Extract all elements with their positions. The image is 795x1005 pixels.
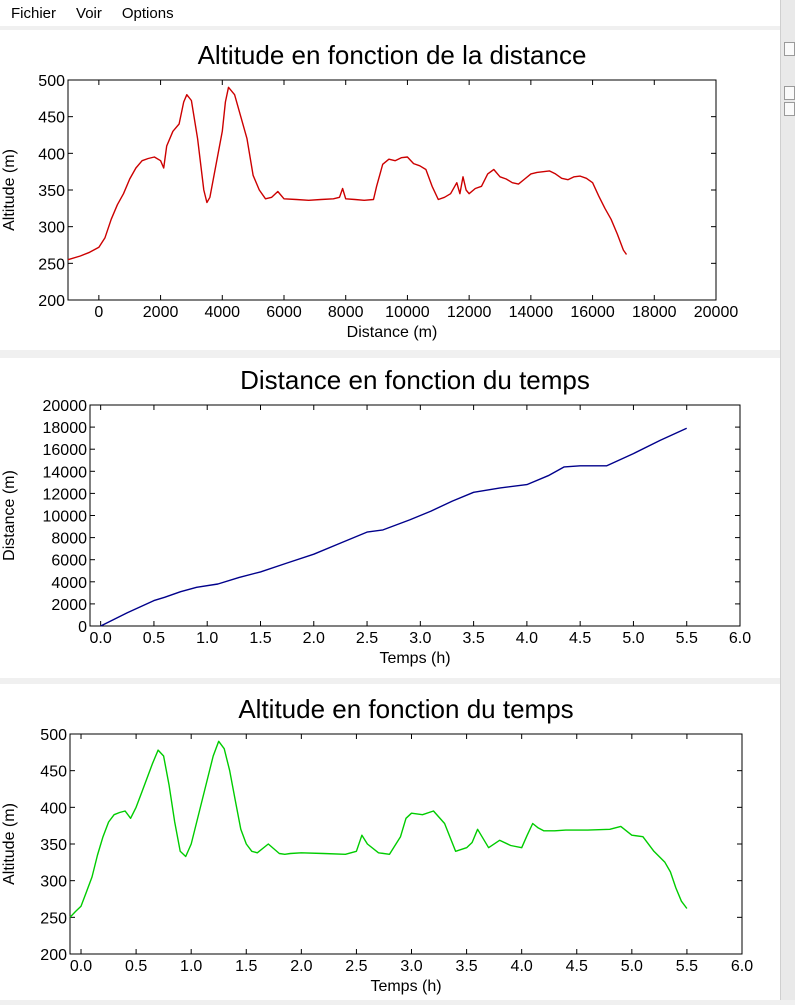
y-tick-label: 350	[38, 183, 65, 200]
chart-title: Distance en fonction du temps	[240, 365, 590, 395]
plot-frame	[68, 80, 716, 300]
strip-icon	[784, 102, 795, 116]
x-tick-label: 5.0	[620, 958, 643, 975]
y-tick-label: 400	[40, 800, 67, 818]
x-tick-label: 8000	[327, 304, 364, 321]
x-tick-label: 4.5	[565, 958, 588, 975]
x-tick-label: 1.0	[196, 630, 219, 647]
y-tick-label: 2000	[51, 596, 87, 614]
y-tick-label: 16000	[42, 442, 87, 460]
x-tick-label: 4000	[204, 304, 241, 321]
x-tick-label: 0.0	[89, 630, 112, 647]
x-tick-label: 6.0	[730, 958, 754, 975]
chart-panel-altitude-temps	[0, 684, 780, 1000]
strip-icon	[784, 86, 795, 100]
x-tick-label: 10000	[385, 304, 430, 321]
y-tick-label: 300	[38, 219, 65, 237]
y-tick-label: 200	[38, 293, 65, 310]
window-edge-strip	[780, 0, 795, 1000]
menu-bar	[0, 0, 780, 26]
x-tick-label: 0.0	[69, 958, 93, 975]
x-tick-label: 2.5	[345, 958, 368, 975]
y-tick-label: 250	[38, 256, 65, 274]
plot-frame	[70, 734, 742, 954]
y-tick-label: 200	[40, 947, 67, 964]
y-tick-label: 300	[40, 873, 67, 891]
x-tick-label: 3.5	[462, 630, 485, 647]
x-tick-label: 16000	[570, 304, 615, 321]
x-tick-label: 6.0	[728, 630, 752, 647]
y-tick-label: 450	[40, 763, 67, 781]
y-tick-label: 10000	[42, 508, 87, 526]
chart-distance-temps	[0, 358, 780, 678]
x-tick-label: 14000	[508, 304, 554, 321]
x-tick-label: 6000	[266, 304, 302, 321]
x-tick-label: 1.0	[180, 958, 203, 975]
chart-altitude-distance	[0, 30, 780, 350]
strip-icon	[784, 42, 795, 56]
menu-options[interactable]: Options	[121, 4, 174, 22]
y-tick-label: 14000	[42, 464, 87, 482]
x-tick-label: 3.0	[400, 958, 423, 975]
x-tick-label: 20000	[693, 304, 739, 321]
x-tick-label: 5.5	[675, 630, 698, 647]
x-tick-label: 4.0	[510, 958, 533, 975]
x-tick-label: 12000	[446, 304, 492, 321]
x-tick-label: 1.5	[249, 630, 272, 647]
y-tick-label: 250	[40, 910, 67, 928]
y-axis-label: Altitude (m)	[1, 803, 18, 885]
y-tick-label: 12000	[42, 486, 87, 504]
x-tick-label: 0.5	[124, 958, 148, 975]
y-axis-label: Altitude (m)	[1, 149, 18, 231]
chart-panel-altitude-distance	[0, 30, 780, 350]
x-tick-label: 3.5	[455, 958, 478, 975]
x-tick-label: 5.5	[675, 958, 699, 975]
chart-title: Altitude en fonction de la distance	[197, 40, 587, 70]
y-tick-label: 0	[78, 619, 87, 636]
x-tick-label: 0	[94, 304, 104, 321]
y-tick-label: 450	[38, 109, 65, 127]
chart-title: Altitude en fonction du temps	[238, 694, 574, 724]
x-tick-label: 2.0	[302, 630, 325, 647]
y-tick-label: 8000	[51, 530, 87, 548]
menu-fichier[interactable]: Fichier	[11, 4, 57, 22]
chart-panel-distance-temps	[0, 358, 780, 678]
y-tick-label: 6000	[51, 552, 87, 570]
y-tick-label: 350	[40, 837, 67, 854]
y-tick-label: 400	[38, 146, 65, 164]
x-tick-label: 0.5	[142, 630, 166, 647]
x-tick-label: 2.0	[290, 958, 313, 975]
y-tick-label: 20000	[42, 398, 87, 415]
chart-altitude-temps	[0, 684, 780, 1000]
x-axis-label: Temps (h)	[370, 978, 442, 995]
x-tick-label: 5.0	[622, 630, 645, 647]
y-tick-label: 4000	[51, 574, 87, 592]
x-tick-label: 2.5	[355, 630, 379, 647]
x-tick-label: 2000	[142, 304, 179, 321]
x-tick-label: 4.0	[515, 630, 539, 647]
x-tick-label: 1.5	[235, 958, 258, 975]
y-tick-label: 500	[38, 73, 65, 90]
y-axis-label: Distance (m)	[1, 470, 18, 561]
x-tick-label: 18000	[632, 304, 677, 321]
y-tick-label: 500	[40, 727, 67, 744]
x-axis-label: Distance (m)	[346, 324, 438, 341]
y-tick-label: 18000	[42, 420, 87, 438]
x-axis-label: Temps (h)	[379, 650, 451, 667]
x-tick-label: 4.5	[569, 630, 592, 647]
menu-voir[interactable]: Voir	[76, 4, 102, 22]
plot-frame	[90, 405, 740, 626]
x-tick-label: 3.0	[409, 630, 432, 647]
